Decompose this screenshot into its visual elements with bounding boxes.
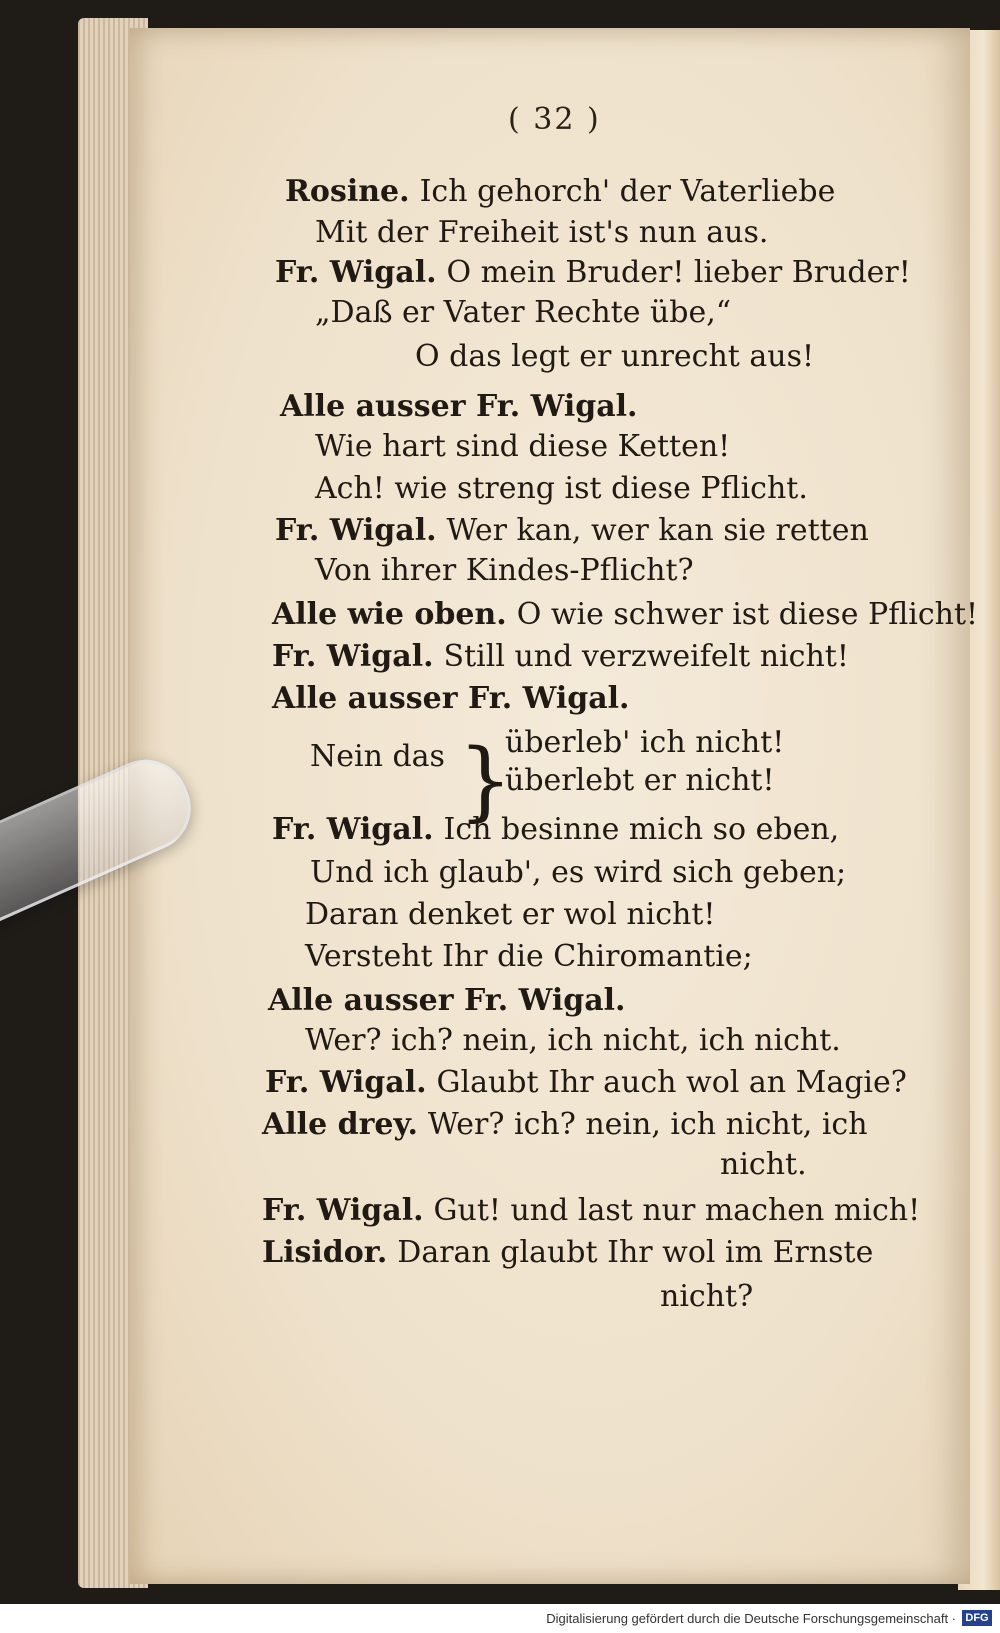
text-line: [315, 215, 769, 250]
text-line: [285, 174, 836, 209]
line-text: O mein Bruder! lieber Bruder!: [446, 255, 911, 290]
text-line: [280, 389, 648, 424]
footer-credit: Digitalisierung gefördert durch die Deutsche Forschungsgemeinschaft ·: [546, 1611, 956, 1626]
line-text: Ach! wie streng ist diese Pflicht.: [315, 471, 808, 506]
text-line: [305, 939, 753, 974]
text-line: [315, 471, 808, 506]
speaker-name: Alle wie oben.: [272, 597, 507, 632]
speaker-name: Fr. Wigal.: [272, 812, 434, 847]
text-line: [415, 339, 815, 374]
line-text: O wie schwer ist diese Pflicht!: [516, 597, 979, 632]
text-line: [315, 429, 731, 464]
text-line: [310, 855, 847, 890]
speaker-name: Fr. Wigal.: [272, 639, 434, 674]
text-line: [262, 1235, 874, 1270]
text-line: [265, 1065, 907, 1100]
line-text: nicht?: [660, 1279, 754, 1314]
text-line: [275, 513, 869, 548]
speaker-name: Lisidor.: [262, 1235, 388, 1270]
text-line: [720, 1147, 807, 1182]
speaker-name: Fr. Wigal.: [275, 513, 437, 548]
line-text: Gut! und last nur machen mich!: [433, 1193, 921, 1228]
line-text: Nein das: [310, 739, 445, 774]
line-text: nicht.: [720, 1147, 807, 1182]
line-text: O das legt er unrecht aus!: [415, 339, 815, 374]
line-text: überlebt er nicht!: [505, 763, 775, 798]
line-text: Mit der Freiheit ist's nun aus.: [315, 215, 769, 250]
text-line: [305, 897, 716, 932]
line-text: Still und verzweifelt nicht!: [443, 639, 849, 674]
line-text: Wer kan, wer kan sie retten: [446, 513, 869, 548]
speaker-name: Alle ausser Fr. Wigal.: [280, 389, 638, 424]
speaker-name: Alle ausser Fr. Wigal.: [268, 983, 626, 1018]
text-line: [505, 763, 775, 798]
line-text: „Daß er Vater Rechte übe,“: [315, 295, 732, 330]
text-line: [262, 1107, 868, 1142]
line-text: Von ihrer Kindes-Pflicht?: [315, 553, 694, 588]
text-line: [272, 639, 849, 674]
footer-bar: [0, 1604, 1000, 1633]
line-text: Wer? ich? nein, ich nicht, ich: [427, 1107, 868, 1142]
text-line: [310, 739, 445, 774]
speaker-name: Fr. Wigal.: [262, 1193, 424, 1228]
curly-brace: }: [458, 731, 513, 831]
text-line: [305, 1023, 841, 1058]
line-text: Ich gehorch' der Vaterliebe: [419, 174, 836, 209]
text-line: [505, 725, 785, 760]
speaker-name: Rosine.: [285, 174, 410, 209]
page-number: ( 32 ): [508, 102, 601, 137]
line-text: Daran denket er wol nicht!: [305, 897, 716, 932]
speaker-name: Alle ausser Fr. Wigal.: [272, 681, 630, 716]
line-text: Glaubt Ihr auch wol an Magie?: [436, 1065, 907, 1100]
text-line: [272, 812, 840, 847]
dfg-logo: DFG: [962, 1610, 992, 1626]
text-line: [660, 1279, 754, 1314]
line-text: Wie hart sind diese Ketten!: [315, 429, 731, 464]
text-line: [268, 983, 636, 1018]
text-line: [315, 295, 732, 330]
speaker-name: Fr. Wigal.: [275, 255, 437, 290]
text-line: [262, 1193, 921, 1228]
line-text: überleb' ich nicht!: [505, 725, 785, 760]
speaker-name: Alle drey.: [262, 1107, 418, 1142]
text-line: [315, 553, 694, 588]
line-text: Und ich glaub', es wird sich geben;: [310, 855, 847, 890]
line-text: Daran glaubt Ihr wol im Ernste: [397, 1235, 874, 1270]
line-text: Ich besinne mich so eben,: [443, 812, 840, 847]
speaker-name: Fr. Wigal.: [265, 1065, 427, 1100]
line-text: Versteht Ihr die Chiromantie;: [305, 939, 753, 974]
text-line: [275, 255, 911, 290]
text-line: [272, 597, 979, 632]
text-line: [272, 681, 640, 716]
line-text: Wer? ich? nein, ich nicht, ich nicht.: [305, 1023, 841, 1058]
